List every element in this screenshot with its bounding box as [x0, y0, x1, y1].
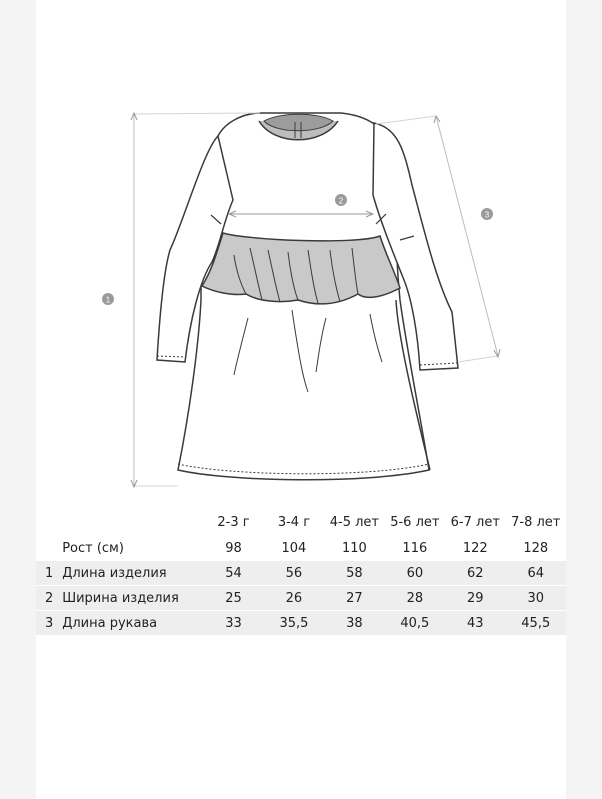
table-cell: 56	[264, 561, 324, 586]
row-number: 3	[36, 611, 62, 636]
waist-ruffle	[202, 233, 400, 304]
size-header-row	[36, 508, 566, 536]
table-cell: 27	[324, 586, 384, 611]
table-cell: 128	[523, 540, 549, 556]
size-chart-page	[36, 0, 566, 799]
table-cell: 60	[385, 561, 445, 586]
table-cell: 54	[203, 561, 263, 586]
table-corner-label	[62, 508, 203, 536]
table-cell: 116	[402, 540, 428, 556]
row-number: 1	[36, 561, 62, 586]
table-row	[36, 611, 566, 636]
size-header: 6-7 лет	[450, 514, 500, 530]
table-row	[36, 536, 566, 561]
table-cell: 62	[445, 561, 505, 586]
row-label: Ширина изделия	[62, 586, 203, 611]
table-cell: 28	[385, 586, 445, 611]
table-cell: 25	[203, 586, 263, 611]
size-header: 3-4 г	[277, 514, 311, 530]
marker-3-label: 3	[484, 210, 490, 220]
size-header: 5-6 лет	[390, 514, 440, 530]
table-cell: 26	[264, 586, 324, 611]
size-header: 7-8 лет	[511, 514, 561, 530]
size-header: 4-5 лет	[329, 514, 379, 530]
row-label: Длина изделия	[62, 561, 203, 586]
measure-guide-1-top	[134, 113, 260, 114]
table-cell: 98	[225, 540, 242, 556]
row-number	[36, 536, 62, 561]
table-cell: 45,5	[506, 611, 566, 636]
table-cell: 43	[445, 611, 505, 636]
table-cell: 64	[506, 561, 566, 586]
table-cell: 30	[506, 586, 566, 611]
table-cell: 110	[341, 540, 367, 556]
measure-guide-3-bottom	[458, 356, 498, 362]
size-header: 2-3 г	[217, 514, 250, 530]
table-row	[36, 561, 566, 586]
measure-guide-3-top	[376, 116, 436, 124]
dress-sketch	[36, 0, 566, 500]
table-cell: 33	[203, 611, 263, 636]
table-cell: 35,5	[264, 611, 324, 636]
table-corner-num	[36, 508, 62, 536]
table-cell: 122	[462, 540, 488, 556]
table-cell: 38	[324, 611, 384, 636]
table-cell: 29	[445, 586, 505, 611]
marker-1-label: 1	[105, 295, 111, 305]
table-cell: 40,5	[385, 611, 445, 636]
table-cell: 58	[324, 561, 384, 586]
row-number: 2	[36, 586, 62, 611]
table-cell: 104	[281, 540, 307, 556]
table-row	[36, 586, 566, 611]
row-label: Рост (см)	[62, 540, 124, 556]
row-label: Длина рукава	[62, 611, 203, 636]
size-table	[36, 508, 566, 635]
marker-2-label: 2	[338, 196, 344, 206]
